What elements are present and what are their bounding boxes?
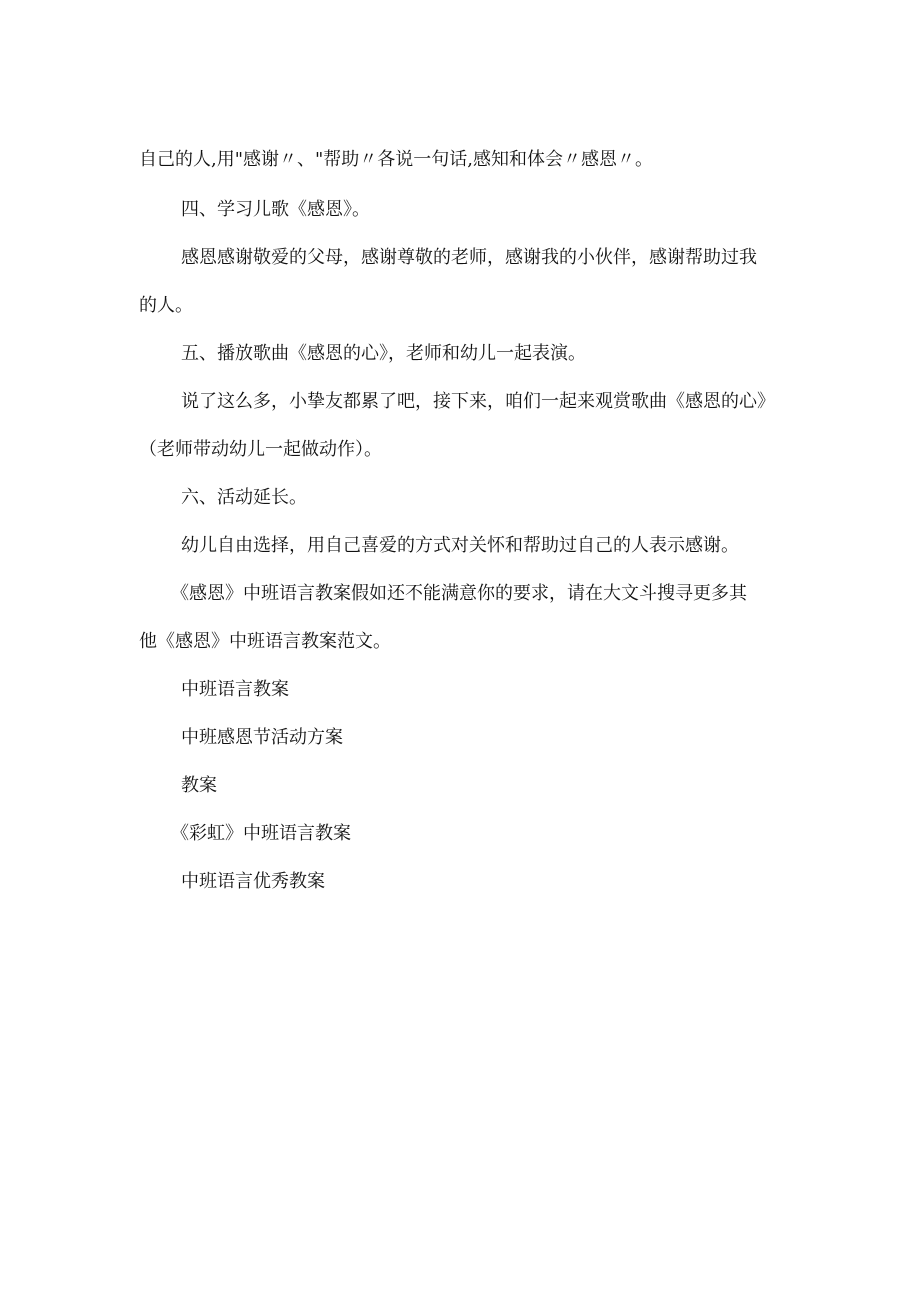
related-link[interactable]: 中班语言教案 [181, 679, 289, 700]
paragraph-line: 他《感恩》中班语言教案范文。 [139, 631, 391, 652]
paragraph-line: 自己的人,用"感谢〃、"帮助〃各说一句话,感知和体会〃感恩〃。 [139, 149, 653, 170]
related-link[interactable]: 《彩虹》中班语言教案 [171, 823, 351, 844]
paragraph-line: 《感恩》中班语言教案假如还不能满意你的要求，请在大文斗搜寻更多其 [171, 583, 747, 604]
paragraph-line: 幼儿自由选择，用自己喜爱的方式对关怀和帮助过自己的人表示感谢。 [181, 535, 739, 556]
paragraph-line: 的人。 [139, 295, 193, 316]
paragraph-line: 说了这么多，小挚友都累了吧，接下来，咱们一起来观赏歌曲《感恩的心》 [181, 391, 775, 412]
related-link[interactable]: 中班语言优秀教案 [181, 871, 325, 892]
related-link[interactable]: 教案 [181, 775, 217, 796]
paragraph-line: （老师带动幼儿一起做动作）。 [139, 439, 382, 460]
section-heading: 五、播放歌曲《感恩的心》，老师和幼儿一起表演。 [181, 343, 586, 364]
paragraph-line: 感恩感谢敬爱的父母，感谢尊敬的老师，感谢我的小伙伴，感谢帮助过我 [181, 247, 757, 268]
section-heading: 六、活动延长。 [181, 487, 307, 508]
related-link[interactable]: 中班感恩节活动方案 [181, 727, 343, 748]
section-heading: 四、学习儿歌《感恩》。 [181, 199, 370, 220]
